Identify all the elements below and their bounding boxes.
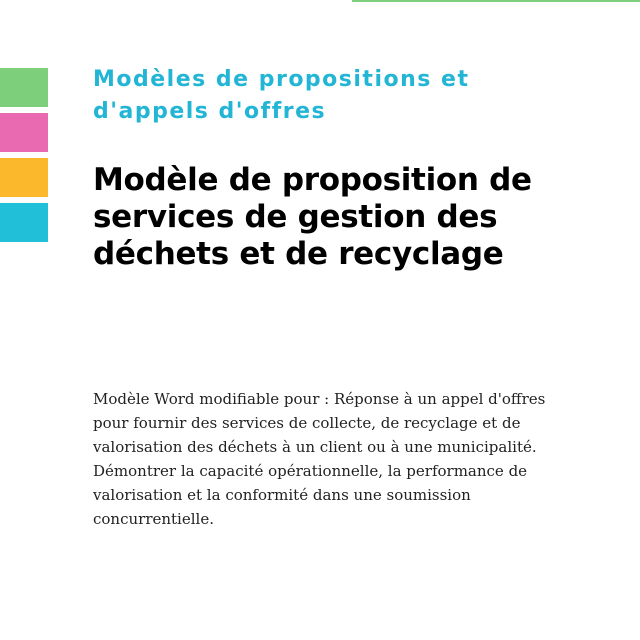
top-accent-line: [352, 0, 640, 2]
yellow-swatch: [0, 158, 48, 197]
color-swatches: [0, 68, 48, 248]
description-text: Modèle Word modifiable pour : Réponse à un appel d'offres pour fournir des services de collecte, de recyclage et de valorisation des déchets à un client ou à une municipalité. Démontrer la capacité opérationnelle, la performance de valorisation et la conformité dans une soumission concurrentielle.: [93, 390, 546, 528]
green-swatch: [0, 68, 48, 107]
cyan-swatch: [0, 203, 48, 242]
category-heading: Modèles de propositions et d'appels d'offres: [93, 67, 470, 124]
pink-swatch: [0, 113, 48, 152]
page-title: Modèle de proposition de services de gestion des déchets et de recyclage: [93, 162, 532, 272]
